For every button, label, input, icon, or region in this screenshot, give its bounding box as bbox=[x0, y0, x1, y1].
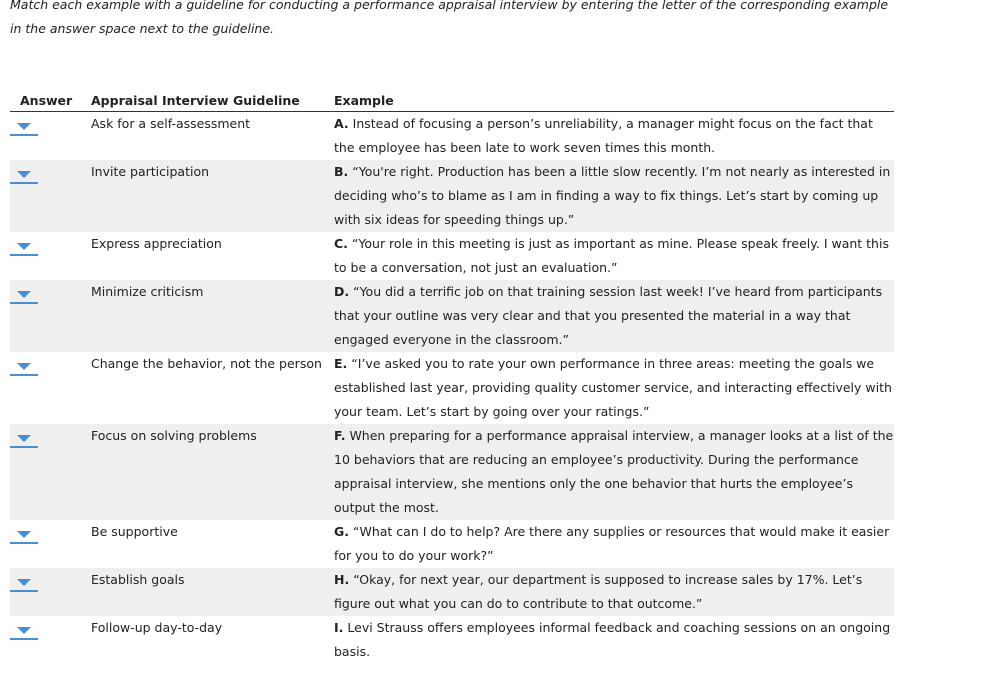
header-example: Example bbox=[334, 89, 894, 112]
example-letter: E. bbox=[334, 356, 348, 371]
chevron-down-icon bbox=[17, 363, 31, 370]
header-answer: Answer bbox=[10, 89, 91, 112]
guideline-text: Establish goals bbox=[91, 568, 334, 616]
answer-dropdown[interactable] bbox=[10, 526, 38, 544]
example-letter: H. bbox=[334, 572, 350, 587]
table-row bbox=[10, 352, 894, 424]
chevron-down-icon bbox=[17, 243, 31, 250]
table-row bbox=[10, 280, 894, 352]
example-text: “Okay, for next year, our department is supposed to increase sales by 17%. Let’s figure out what you can do to contribute to that outcome.” bbox=[334, 572, 863, 611]
example-letter: G. bbox=[334, 524, 350, 539]
answer-dropdown[interactable] bbox=[10, 166, 38, 184]
guideline-text: Minimize criticism bbox=[91, 280, 334, 352]
example-letter: D. bbox=[334, 284, 350, 299]
guideline-text: Follow-up day-to-day bbox=[91, 620, 223, 635]
example-text: “Your role in this meeting is just as important as mine. Please speak freely. I want this to be a conversation, not just an evaluation.” bbox=[334, 236, 889, 275]
chevron-down-icon bbox=[17, 531, 31, 538]
chevron-down-icon bbox=[17, 579, 31, 586]
answer-dropdown[interactable] bbox=[10, 430, 38, 448]
answer-dropdown[interactable] bbox=[10, 622, 38, 640]
example-text: When preparing for a performance appraisal interview, a manager looks at a list of the 10 behaviors that are reducing an employee’s productivity. During the performance appraisal interview, she mentions only the one behavior that hurts the employee’s output the most. bbox=[334, 428, 894, 515]
table-header-row bbox=[10, 89, 894, 112]
example-text: “What can I do to help? Are there any supplies or resources that would make it easier for you to do your work?” bbox=[334, 524, 890, 563]
guideline-text: Be supportive bbox=[91, 524, 178, 539]
table-row bbox=[10, 616, 894, 664]
answer-dropdown[interactable] bbox=[10, 358, 38, 376]
table-row bbox=[10, 568, 894, 616]
instructions: Match each example with a guideline for conducting a performance appraisal interview by entering the letter of the corresponding example in the answer space next to the guideline. bbox=[10, 0, 889, 36]
table-row bbox=[10, 112, 894, 161]
guideline-text: Express appreciation bbox=[91, 236, 222, 251]
example-letter: A. bbox=[334, 116, 349, 131]
guideline-text: Ask for a self-assessment bbox=[91, 116, 251, 131]
example-letter: F. bbox=[334, 428, 346, 443]
header-guideline: Appraisal Interview Guideline bbox=[91, 89, 334, 112]
matching-table bbox=[10, 89, 894, 664]
example-letter: B. bbox=[334, 164, 349, 179]
chevron-down-icon bbox=[17, 627, 31, 634]
example-letter: I. bbox=[334, 620, 344, 635]
example-letter: C. bbox=[334, 236, 348, 251]
example-text: “I’ve asked you to rate your own performance in three areas: meeting the goals we established last year, providing quality customer service, and interacting effectively with your team. Let’s start by going over your ratings.” bbox=[334, 356, 892, 419]
example-text: Levi Strauss offers employees informal feedback and coaching sessions on an ongoing basis. bbox=[334, 620, 891, 659]
table-row bbox=[10, 232, 894, 280]
example-text: Instead of focusing a person’s unreliability, a manager might focus on the fact that the employee has been late to work seven times this month. bbox=[334, 116, 873, 155]
table-row bbox=[10, 160, 894, 232]
guideline-text: Change the behavior, not the person bbox=[91, 356, 322, 371]
answer-dropdown[interactable] bbox=[10, 238, 38, 256]
example-text: “You're right. Production has been a little slow recently. I’m not nearly as interested in deciding who’s to blame as I am in finding a way to fix things. Let’s start by coming up with six ideas for speeding things up.” bbox=[334, 164, 891, 227]
answer-dropdown[interactable] bbox=[10, 118, 38, 136]
example-text: “You did a terrific job on that training session last week! I’ve heard from participants that your outline was very clear and that you presented the material in a way that engaged everyone in the classroom.” bbox=[334, 284, 883, 347]
chevron-down-icon bbox=[17, 435, 31, 442]
chevron-down-icon bbox=[17, 123, 31, 130]
answer-dropdown[interactable] bbox=[10, 574, 38, 592]
chevron-down-icon bbox=[17, 291, 31, 298]
guideline-text: Invite participation bbox=[91, 160, 334, 232]
table-row bbox=[10, 520, 894, 568]
table-row bbox=[10, 424, 894, 520]
answer-dropdown[interactable] bbox=[10, 286, 38, 304]
guideline-text: Focus on solving problems bbox=[91, 424, 334, 520]
chevron-down-icon bbox=[17, 171, 31, 178]
